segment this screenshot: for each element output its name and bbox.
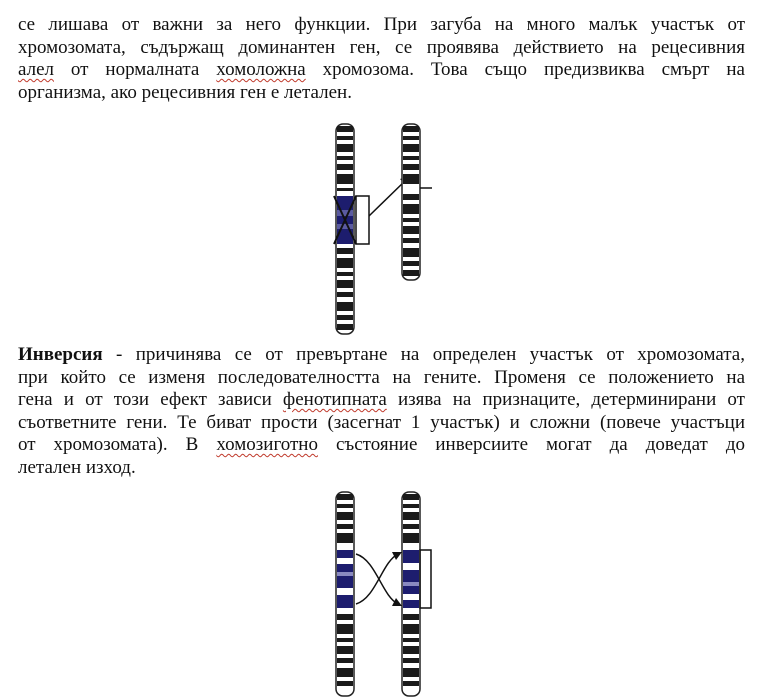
text-line — [18, 59, 745, 82]
chromosome-inverted — [402, 492, 420, 696]
text-line — [18, 389, 745, 412]
text-line: съответните гени. Те биват прости (засегнат 1 участък) и сложни (повече участъци — [18, 411, 745, 433]
paragraph-deletion — [18, 14, 745, 104]
deletion-diagram — [320, 120, 450, 338]
spellcheck-word[interactable]: алел — [18, 59, 54, 80]
text-line: се лишава от важни за него функции. При загуба на много малък участък от — [18, 14, 745, 35]
text-line: летален изход. — [18, 456, 136, 478]
text-run: състояние инверсиите могат да доведат до — [317, 434, 745, 455]
text-line — [18, 344, 745, 367]
deleted-segment-box — [356, 196, 369, 244]
spellcheck-word[interactable]: хомозиготно — [216, 434, 318, 455]
text-run: изява на признаците, детерминирани от — [386, 389, 745, 410]
text-line: хромозомата, съдържащ доминантен ген, се проявява действието на рецесивния — [18, 36, 745, 58]
text-line: при който се изменя последователността на гените. Променя се положението на — [18, 366, 745, 388]
chromosome-original — [336, 492, 354, 696]
text-run: - причинява се от превъртане на определен участък от хромозомата, — [102, 344, 745, 365]
inversion-diagram — [320, 488, 450, 698]
spellcheck-word[interactable]: фенотипната — [282, 389, 387, 410]
text-run: от нормалната — [54, 59, 217, 80]
spellcheck-word[interactable]: хомоложна — [216, 59, 306, 80]
inversion-arrows — [356, 552, 402, 606]
text-line — [18, 434, 745, 457]
chromosome-deleted — [402, 124, 432, 280]
paragraph-inversion — [18, 344, 745, 479]
text-run: от хромозомата). В — [18, 434, 217, 455]
text-run: хромозома. Това също предизвиква смърт на — [305, 59, 745, 80]
inverted-segment-box — [420, 550, 431, 608]
chromosome-original — [336, 124, 354, 334]
term-heading: Инверсия — [18, 344, 103, 365]
text-run: гена и от този ефект зависи — [18, 389, 283, 410]
text-line: организма, ако рецесивния ген е летален. — [18, 81, 352, 103]
